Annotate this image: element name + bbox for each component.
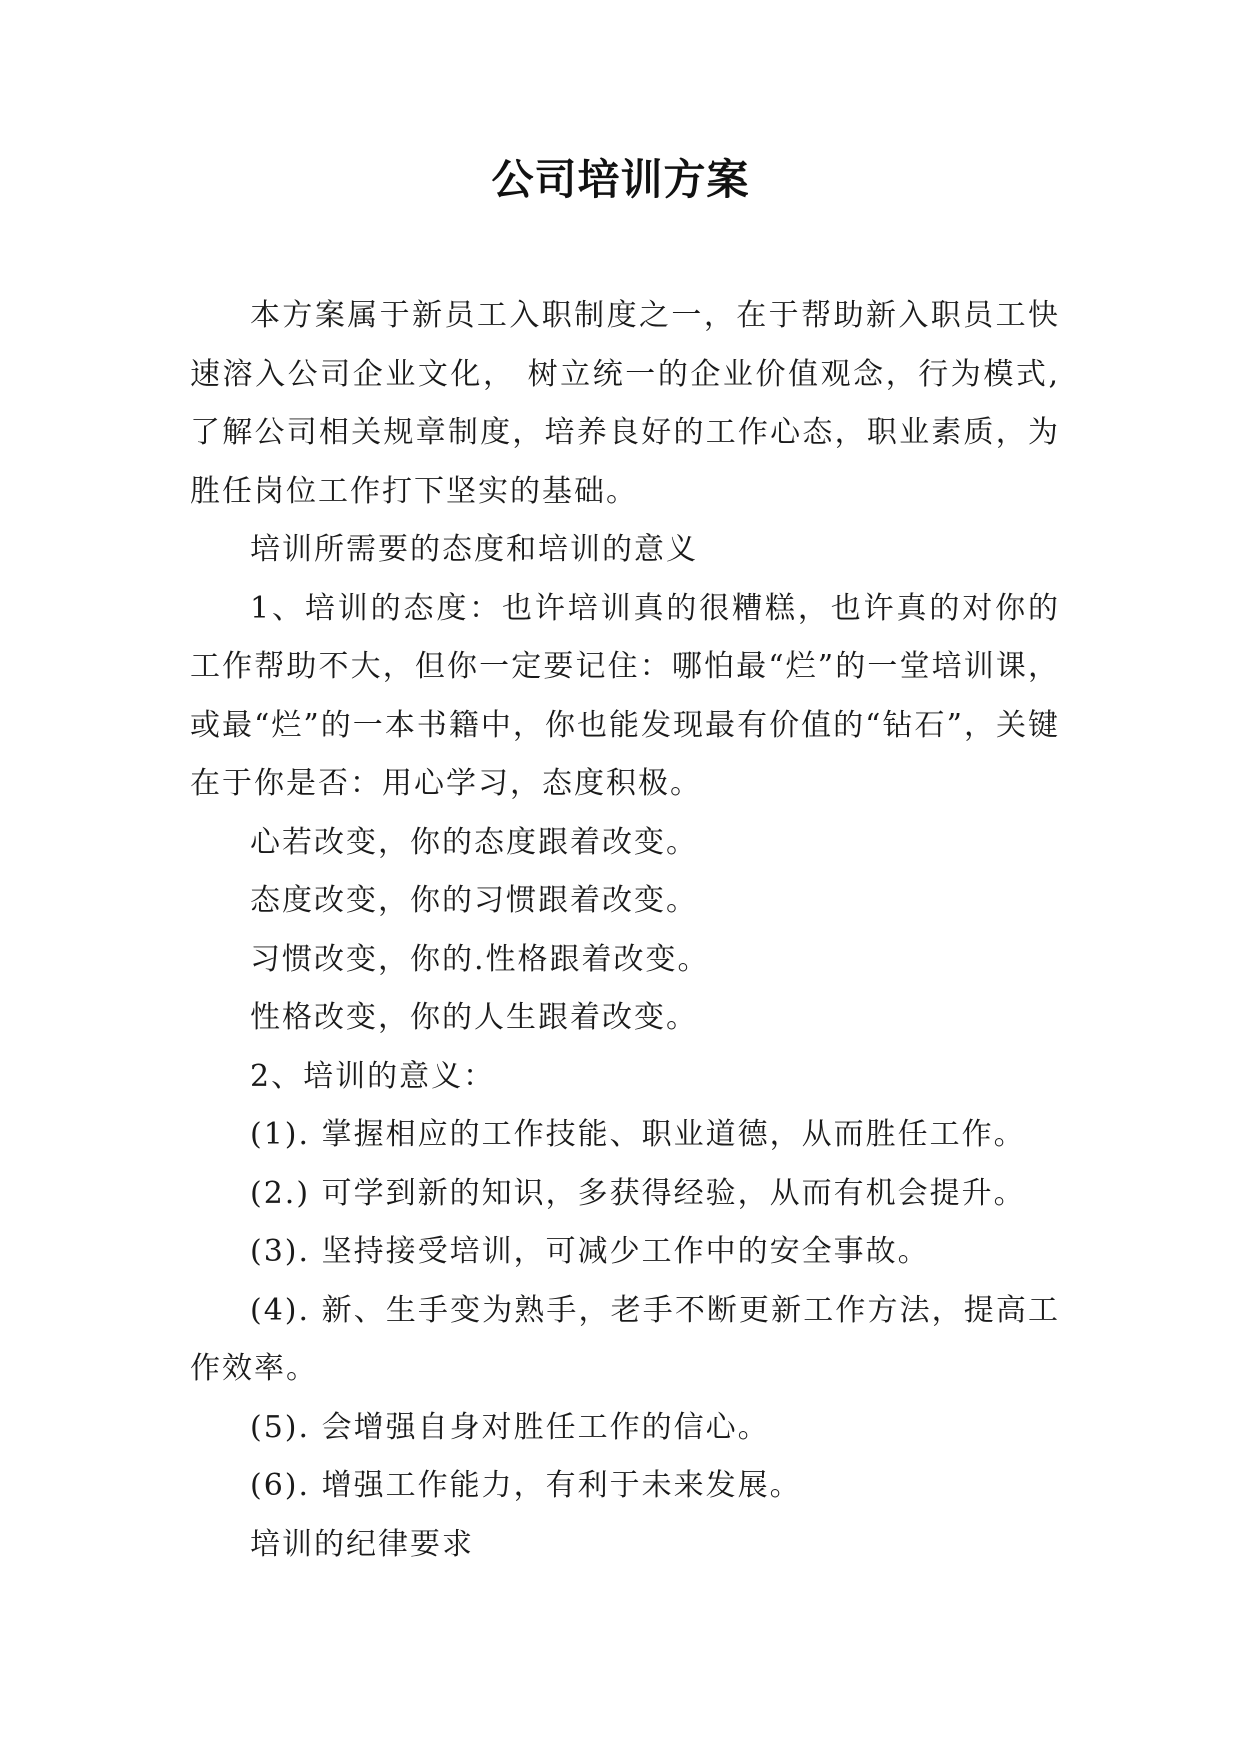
quote-line: 心若改变，你的态度跟着改变。 xyxy=(250,824,698,860)
meaning-item: (1). 掌握相应的工作技能、职业道德，从而胜任工作。 xyxy=(250,1117,1026,1152)
quote-line: 习惯改变，你的.性格跟着改变。 xyxy=(250,941,710,977)
meaning-item: (3). 坚持接受培训，可减少工作中的安全事故。 xyxy=(250,1234,930,1269)
attitude-paragraph: 1、培训的态度：也许培训真的很糟糕，也许真的对你的工作帮助不大，但你一定要记住：哪怕最“烂”的一堂培训课，或最“烂”的一本书籍中，你也能发现最有价值的“钻石”，关键在于你是否：用心学习，态度积极。 xyxy=(190,590,1060,801)
section-heading-attitude-meaning: 培训所需要的态度和培训的意义 xyxy=(250,532,698,567)
meaning-item: (2.) 可学到新的知识，多获得经验，从而有机会提升。 xyxy=(250,1175,1026,1211)
meaning-heading: 2、培训的意义： xyxy=(250,1058,496,1094)
intro-paragraph: 本方案属于新员工入职制度之一，在于帮助新入职员工快速溶入公司企业文化， 树立统一的企业价值观念，行为模式,了解公司相关规章制度，培养良好的工作心态，职业素质，为胜任岗位工作打下坚实的基础。 xyxy=(190,298,1060,509)
meaning-item: (4). 新、生手变为熟手，老手不断更新工作方法，提高工作效率。 xyxy=(190,1292,1060,1386)
document-body xyxy=(190,287,1060,1574)
section-heading-discipline: 培训的纪律要求 xyxy=(250,1526,474,1562)
meaning-item: (5). 会增强自身对胜任工作的信心。 xyxy=(250,1409,770,1445)
quote-line: 态度改变，你的习惯跟着改变。 xyxy=(250,883,698,918)
document-title: 公司培训方案 xyxy=(491,155,750,204)
meaning-item: (6). 增强工作能力，有利于未来发展。 xyxy=(250,1468,802,1503)
quote-line: 性格改变，你的人生跟着改变。 xyxy=(250,1000,698,1035)
